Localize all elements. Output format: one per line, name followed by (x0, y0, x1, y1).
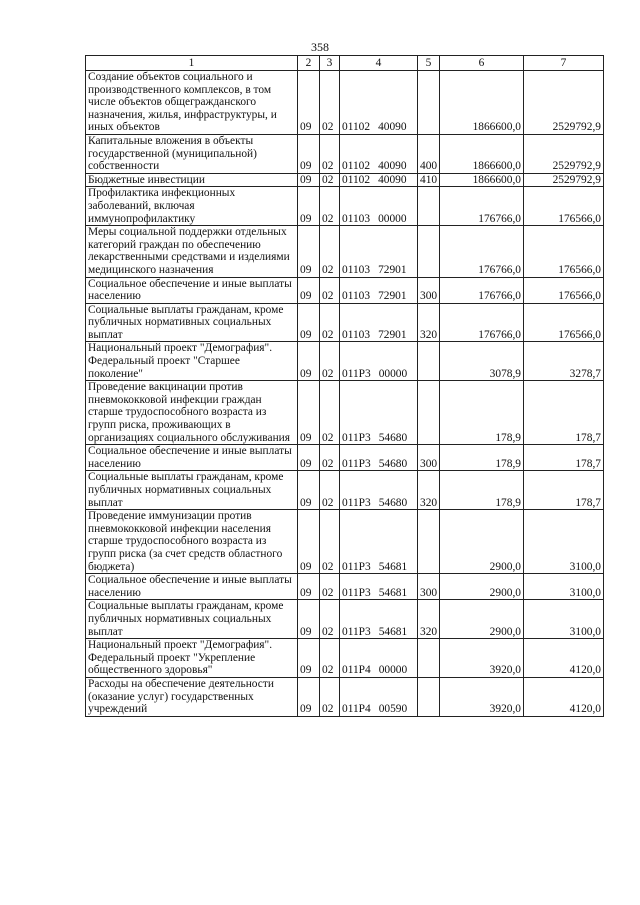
row-target-article (340, 600, 418, 639)
row-amount-7: 3100,0 (524, 600, 604, 639)
table-row (86, 381, 604, 445)
row-expense-type (418, 187, 440, 226)
target-article-program: 011Р3 (342, 560, 371, 573)
row-subsection: 02 (320, 471, 340, 510)
row-amount-7: 176566,0 (524, 303, 604, 342)
column-header-2: 2 (298, 56, 320, 71)
column-header-3: 3 (320, 56, 340, 71)
row-amount-6: 176766,0 (440, 187, 524, 226)
row-section: 09 (298, 303, 320, 342)
target-article-direction: 00000 (378, 212, 407, 225)
target-article-program: 01103 (342, 290, 371, 303)
row-target-article (340, 639, 418, 678)
row-subsection: 02 (320, 600, 340, 639)
row-amount-7: 178,7 (524, 445, 604, 471)
table-row (86, 303, 604, 342)
row-subsection: 02 (320, 226, 340, 277)
row-subsection: 02 (320, 574, 340, 600)
row-target-article (340, 303, 418, 342)
table-row (86, 677, 604, 716)
row-section: 09 (298, 600, 320, 639)
row-section: 09 (298, 510, 320, 574)
row-section: 09 (298, 639, 320, 678)
row-section: 09 (298, 574, 320, 600)
row-expense-type (418, 677, 440, 716)
row-subsection: 02 (320, 639, 340, 678)
row-amount-7: 3278,7 (524, 342, 604, 381)
row-target-article (340, 381, 418, 445)
row-subsection: 02 (320, 342, 340, 381)
row-target-article (340, 226, 418, 277)
row-amount-6: 176766,0 (440, 277, 524, 303)
row-section: 09 (298, 342, 320, 381)
row-amount-6: 178,9 (440, 471, 524, 510)
row-target-article (340, 574, 418, 600)
row-subsection: 02 (320, 71, 340, 135)
table-row (86, 173, 604, 187)
target-article-direction: 54681 (378, 560, 408, 573)
row-section: 09 (298, 71, 320, 135)
row-amount-7: 176566,0 (524, 226, 604, 277)
target-article-direction: 54681 (378, 586, 408, 599)
table-row (86, 639, 604, 678)
row-name: Создание объектов социального и производственного комплексов, в том числе объектов общегражданского назначения, жилья, инфраструктуры, и иных объектов (86, 71, 298, 135)
table-row (86, 342, 604, 381)
target-article-direction: 72901 (378, 328, 407, 341)
row-name: Бюджетные инвестиции (86, 173, 298, 187)
target-article-program: 011Р4 (342, 703, 371, 716)
row-expense-type: 320 (418, 303, 440, 342)
row-expense-type (418, 381, 440, 445)
target-article-program: 01102 (342, 173, 371, 186)
row-section: 09 (298, 187, 320, 226)
row-section: 09 (298, 471, 320, 510)
row-subsection: 02 (320, 173, 340, 187)
row-amount-6: 2900,0 (440, 600, 524, 639)
page-number: 358 (311, 40, 329, 54)
row-subsection: 02 (320, 381, 340, 445)
column-header-1: 1 (86, 56, 298, 71)
target-article-program: 01103 (342, 212, 371, 225)
row-section: 09 (298, 677, 320, 716)
target-article-program: 01103 (342, 328, 371, 341)
row-expense-type: 400 (418, 134, 440, 173)
row-expense-type (418, 342, 440, 381)
row-amount-6: 1866600,0 (440, 71, 524, 135)
target-article-program: 011Р3 (342, 496, 371, 509)
table-row (86, 574, 604, 600)
row-amount-6: 2900,0 (440, 510, 524, 574)
row-subsection: 02 (320, 677, 340, 716)
table-row (86, 277, 604, 303)
target-article-direction: 54681 (378, 625, 408, 638)
table-row (86, 71, 604, 135)
column-header-7: 7 (524, 56, 604, 71)
table-row (86, 134, 604, 173)
row-amount-6: 178,9 (440, 381, 524, 445)
row-amount-7: 176566,0 (524, 187, 604, 226)
row-name: Профилактика инфекционных заболеваний, включая иммунопрофилактику (86, 187, 298, 226)
row-amount-6: 3920,0 (440, 677, 524, 716)
table-row (86, 510, 604, 574)
row-name: Расходы на обеспечение деятельности (оказание услуг) государственных учреждений (86, 677, 298, 716)
table-row (86, 471, 604, 510)
row-expense-type: 300 (418, 277, 440, 303)
row-target-article (340, 187, 418, 226)
row-subsection: 02 (320, 187, 340, 226)
row-section: 09 (298, 173, 320, 187)
row-expense-type: 320 (418, 600, 440, 639)
table-body (86, 71, 604, 717)
target-article-program: 01103 (342, 263, 371, 276)
row-expense-type: 300 (418, 445, 440, 471)
row-name: Капитальные вложения в объекты государственной (муниципальной) собственности (86, 134, 298, 173)
row-target-article (340, 134, 418, 173)
target-article-program: 011Р3 (342, 367, 371, 380)
target-article-program: 011Р3 (342, 457, 371, 470)
row-name: Национальный проект "Демография". Федеральный проект "Старшее поколение" (86, 342, 298, 381)
target-article-program: 011Р3 (342, 625, 371, 638)
row-amount-6: 176766,0 (440, 226, 524, 277)
row-target-article (340, 445, 418, 471)
row-section: 09 (298, 381, 320, 445)
table-header-row (86, 56, 604, 71)
target-article-direction: 54680 (378, 431, 408, 444)
target-article-direction: 40090 (378, 173, 407, 186)
row-section: 09 (298, 226, 320, 277)
target-article-direction: 00590 (378, 703, 408, 716)
row-amount-7: 178,7 (524, 471, 604, 510)
row-target-article (340, 677, 418, 716)
row-name: Социальные выплаты гражданам, кроме публичных нормативных социальных выплат (86, 600, 298, 639)
row-target-article (340, 510, 418, 574)
target-article-program: 011Р3 (342, 586, 371, 599)
target-article-direction: 72901 (378, 290, 407, 303)
row-target-article (340, 471, 418, 510)
row-amount-6: 178,9 (440, 445, 524, 471)
column-header-5: 5 (418, 56, 440, 71)
row-amount-7: 2529792,9 (524, 173, 604, 187)
target-article-direction: 40090 (378, 121, 407, 134)
target-article-direction: 54680 (378, 457, 408, 470)
row-expense-type (418, 639, 440, 678)
row-amount-7: 3100,0 (524, 510, 604, 574)
row-amount-6: 3920,0 (440, 639, 524, 678)
row-subsection: 02 (320, 510, 340, 574)
row-subsection: 02 (320, 303, 340, 342)
target-article-direction: 00000 (378, 664, 408, 677)
row-amount-7: 3100,0 (524, 574, 604, 600)
row-target-article (340, 173, 418, 187)
row-target-article (340, 71, 418, 135)
row-amount-6: 1866600,0 (440, 134, 524, 173)
target-article-program: 01102 (342, 121, 371, 134)
row-expense-type (418, 226, 440, 277)
table-row (86, 187, 604, 226)
row-name: Социальные выплаты гражданам, кроме публичных нормативных социальных выплат (86, 303, 298, 342)
row-expense-type (418, 510, 440, 574)
row-amount-7: 178,7 (524, 381, 604, 445)
row-name: Социальное обеспечение и иные выплаты населению (86, 277, 298, 303)
row-subsection: 02 (320, 277, 340, 303)
row-amount-7: 2529792,9 (524, 134, 604, 173)
row-name: Национальный проект "Демография". Федеральный проект "Укрепление общественного здоровья" (86, 639, 298, 678)
row-expense-type (418, 71, 440, 135)
row-amount-6: 2900,0 (440, 574, 524, 600)
column-header-4: 4 (340, 56, 418, 71)
row-name: Меры социальной поддержки отдельных категорий граждан по обеспечению лекарственными средствами и изделиями медицинского назначения (86, 226, 298, 277)
row-amount-7: 2529792,9 (524, 71, 604, 135)
table-row (86, 445, 604, 471)
target-article-program: 011Р4 (342, 664, 371, 677)
row-expense-type: 300 (418, 574, 440, 600)
target-article-direction: 40090 (378, 160, 407, 173)
row-name: Социальные выплаты гражданам, кроме публичных нормативных социальных выплат (86, 471, 298, 510)
target-article-program: 011Р3 (342, 431, 371, 444)
row-amount-7: 4120,0 (524, 639, 604, 678)
row-name: Проведение иммунизации против пневмококковой инфекции населения старше трудоспособного возраста из групп риска (за счет средств областного бюджета) (86, 510, 298, 574)
row-expense-type: 320 (418, 471, 440, 510)
row-target-article (340, 277, 418, 303)
row-subsection: 02 (320, 445, 340, 471)
target-article-direction: 72901 (378, 263, 407, 276)
column-header-6: 6 (440, 56, 524, 71)
row-section: 09 (298, 277, 320, 303)
row-subsection: 02 (320, 134, 340, 173)
table-row (86, 226, 604, 277)
row-amount-6: 176766,0 (440, 303, 524, 342)
row-section: 09 (298, 134, 320, 173)
target-article-direction: 00000 (378, 367, 408, 380)
row-amount-6: 1866600,0 (440, 173, 524, 187)
row-amount-6: 3078,9 (440, 342, 524, 381)
row-section: 09 (298, 445, 320, 471)
table-row (86, 600, 604, 639)
budget-table (85, 55, 604, 717)
target-article-program: 01102 (342, 160, 371, 173)
row-amount-7: 4120,0 (524, 677, 604, 716)
row-name: Социальное обеспечение и иные выплаты населению (86, 445, 298, 471)
row-expense-type: 410 (418, 173, 440, 187)
target-article-direction: 54680 (378, 496, 408, 509)
row-name: Социальное обеспечение и иные выплаты населению (86, 574, 298, 600)
row-target-article (340, 342, 418, 381)
row-name: Проведение вакцинации против пневмококковой инфекции граждан старше трудоспособного возраста из групп риска, проживающих в организациях социального обслуживания (86, 381, 298, 445)
row-amount-7: 176566,0 (524, 277, 604, 303)
